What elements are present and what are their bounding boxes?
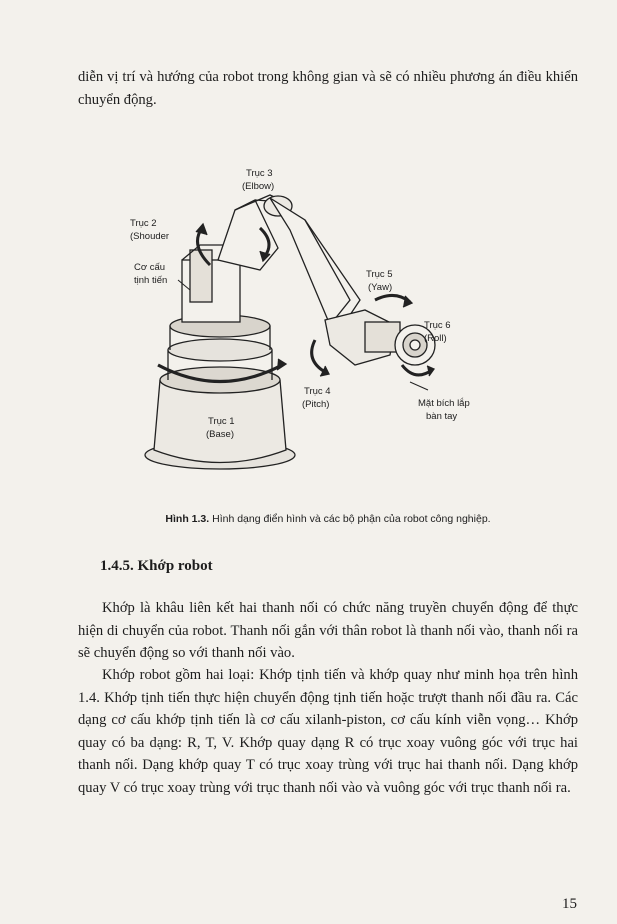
- label-flange-line2: bàn tay: [426, 411, 458, 422]
- figure-caption: [78, 513, 578, 525]
- caption-label: Hình 1.3.: [165, 513, 210, 525]
- label-prismatic-line2: tịnh tiến: [134, 275, 168, 286]
- label-axis1-line1: Trục 1: [208, 416, 235, 427]
- label-axis5-line1: Trục 5: [366, 269, 393, 280]
- label-axis4-line1: Trục 4: [304, 386, 331, 397]
- label-axis6-line1: Trục 6: [424, 320, 451, 331]
- page-number: 15: [562, 896, 577, 912]
- section-title: 1.4.5. Khớp robot: [100, 558, 213, 574]
- label-axis3-line1: Trục 3: [246, 168, 273, 179]
- label-axis2-line1: Trục 2: [130, 218, 157, 229]
- label-axis1-line2: (Base): [206, 429, 234, 440]
- label-prismatic-line1: Cơ cấu: [134, 262, 166, 273]
- label-axis6-line2: (Roll): [424, 333, 447, 344]
- label-axis4-line2: (Pitch): [302, 399, 330, 410]
- label-axis2-line2: (Shouder: [130, 231, 170, 242]
- caption-text: Hình dạng điển hình và các bộ phận của robot công nghiệp.: [212, 513, 491, 525]
- robot-figure: [110, 150, 510, 490]
- label-axis5-line2: (Yaw): [368, 282, 393, 293]
- paragraph: Khớp là khâu liên kết hai thanh nối có chức năng truyền chuyển động để thực hiện di chuyển của robot. Thanh nối gắn với thân robot là thanh nối vào, thanh nối ra sẽ chuyển động so với thanh nối vào.: [78, 600, 578, 661]
- label-axis3-line2: (Elbow): [242, 181, 275, 192]
- paragraph: Khớp robot gồm hai loại: Khớp tịnh tiến và khớp quay như minh họa trên hình 1.4. Khớp tịnh tiến thực hiện chuyển động tịnh tiến hoặc trượt thanh nối đầu ra. Các dạng cơ cấu khớp tịnh tiến là cơ cấu xilanh-piston, cơ cấu kính viễn vọng… Khớp quay có ba dạng: R, T, V. Khớp quay dạng R có trục xoay vuông góc với trục hai thanh nối. Dạng khớp quay T có trục xoay trùng với trục hai thanh nối. Dạng khớp quay V có trục xoay trùng với trục thanh nối vào và vuông góc với trục thanh nối ra.: [78, 667, 578, 796]
- label-flange-line1: Mặt bích lắp: [418, 398, 470, 409]
- robot-illustration: [145, 195, 435, 469]
- paragraph-top: diễn vị trí và hướng của robot trong không gian và sẽ có nhiều phương án điều khiển chuyển động.: [78, 69, 578, 108]
